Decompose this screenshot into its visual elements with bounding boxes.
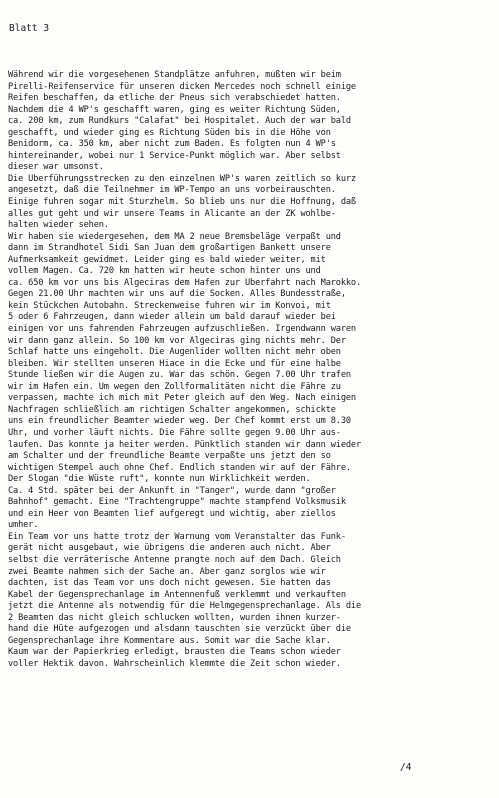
text-line: Gegen 21.00 Uhr machten wir uns auf die Socken. Alles Bundesstraße, [8,289,346,300]
text-line: alles gut geht und wir unsere Teams in Alicante an der ZK wohlbe- [8,208,336,219]
text-line: Uhr, und vorher läuft nichts. Die Fähre sollte gegen 9.00 Uhr aus- [8,427,341,438]
text-line: einigen vor uns fahrenden Fahrzeugen aufzuschließen. Irgendwann waren [8,324,356,335]
text-line: Einige fuhren sogar mit Sturzhelm. So blieb uns nur die Hoffnung, daß [8,197,356,208]
text-line: Der Slogan "die Wüste ruft", konnte nun Wirklichkeit werden. [8,474,311,485]
text-line: laufen. Das konnte ja heiter werden. Pünktlich standen wir dann wieder [8,439,361,450]
text-line: Wir haben sie wiedergesehen, dem MA 2 neue Bremsbeläge verpaßt und [8,231,341,242]
text-line: umher. [8,520,39,531]
text-line: Kabel der Gegensprechanlage im Antennenfuß verklemmt und verkauften [8,589,346,600]
text-line: Stunde ließen wir die Augen zu. War das schön. Gegen 7.00 Uhr trafen [8,370,351,381]
text-line: dieser war umsonst. [8,162,104,173]
text-line: Während wir die vorgesehenen Standplätze anfuhren, mußten wir beim [8,70,341,80]
text-line: wir im Hafen ein. Um wegen den Zollformalitäten nicht die Fähre zu [8,381,341,392]
text-line: Ein Team vor uns hatte trotz der Warnung vom Veranstalter das Funk- [8,531,346,542]
text-line: und ein Heer von Beamten lief aufgeregt und wichtig, aber ziellos [8,508,336,519]
text-line: bleiben. Wir stellten unseren Hiace in die Ecke und für eine halbe [8,358,341,369]
text-line: uns ein freundlicher Beamter wieder weg. Der Chef kommt erst um 8.30 [8,416,351,427]
text-line: hand die Hüte aufgezogen und alsdann tauschten sie verzückt über die [8,624,351,635]
text-line: hintereinander, wobei nur 1 Service-Punkt möglich war. Aber selbst [8,150,341,161]
text-line: wichtigen Stempel auch ohne Chef. Endlich standen wir auf der Fähre. [8,462,351,473]
text-line: Bahnhof" gemacht. Eine "Trachtengruppe" machte stampfend Volksmusik [8,497,346,508]
text-line: 5 oder 6 Fahrzeugen, dann wieder allein um bald darauf wieder bei [8,312,336,323]
text-line: dann im Strandhotel Sidi San Juan dem großartigen Bankett unsere [8,243,331,254]
text-line: zwei Beamte nahmen sich der Sache an. Aber ganz sorglos wie wir [8,566,326,577]
text-line: Aufmerksamkeit gewidmet. Leider ging es bald wieder weiter, mit [8,254,326,265]
text-line: Nachdem die 4 WP's geschafft waren, ging es weiter Richtung Süden, [8,104,341,115]
text-line: Reifen beschaffen, da etliche der Pneus sich verabschiedet hatten. [8,93,341,104]
text-line: selbst die verräterische Antenne prangte noch auf dem Dach. Gleich [8,554,341,565]
text-line: Nachfragen schließlich am richtigen Schalter angekommen, schickte [8,404,336,415]
text-line: Ca. 4 Std. später bei der Ankunft in "Tanger", wurde dann "großer [8,485,336,496]
text-line: jetzt die Antenne als notwendig für die Helmgegensprechanlage. Als die [8,601,361,612]
text-line: gerät nicht ausgebaut, wie übrigens die anderen auch nicht. Aber [8,543,331,554]
text-line: vollem Magen. Ca. 720 km hatten wir heute schon hinter uns und [8,266,321,277]
text-line: halten wieder sehen. [8,220,109,231]
text-line: wir dann ganz allein. So 100 km vor Algeciras ging nichts mehr. Der [8,335,346,346]
sheet-label: Blatt 3 [9,23,50,34]
text-line: dachten, ist das Team vor uns doch nicht gewesen. Sie hatten das [8,578,331,589]
text-line: Gegensprechanlage ihre Kommentare aus. Somit war die Sache klar. [8,635,331,646]
text-line: am Schalter und der freundliche Beamte verpaßte uns jetzt den so [8,451,331,462]
text-line: Kaum war der Papierkrieg erledigt, brausten die Teams schon wieder [8,647,341,658]
text-line: verpassen, machte ich mich mit Peter gleich auf den Weg. Nach einigen [8,393,356,404]
text-line: Pirelli-Reifenservice für unseren dicken Mercedes noch schnell einige [8,81,356,92]
body-text [8,70,494,670]
text-line: geschafft, und wieder ging es Richtung Süden bis in die Höhe von [8,127,331,138]
text-line: angesetzt, daß die Teilnehmer im WP-Tempo an uns vorbeirauschten. [8,185,336,196]
text-line: ca. 650 km vor uns bis Algeciras dem Hafen zur Überfahrt nach Marokko. [8,277,361,288]
text-line: Die Überführungsstrecken zu den einzelnen WP's waren zeitlich so kurz [8,173,356,184]
text-line: ca. 200 km, zum Rundkurs "Calafat" bei Hospitalet. Auch der war bald [8,116,351,127]
text-line: Benidorm, ca. 350 km, aber nicht zum Baden. Es folgten nun 4 WP's [8,139,336,150]
text-line: voller Hektik davon. Wahrscheinlich klemmte die Zeit schon wieder. [8,658,341,669]
text-line: kein Stückchen Autobahn. Streckenweise fuhren wir im Konvoi, mit [8,300,331,311]
text-line: Schlaf hatte uns eingeholt. Die Augenlider wollten nicht mehr oben [8,347,341,358]
text-line: 2 Beamten das nicht gleich schlucken wollten, wurden ihnen kurzer- [8,612,341,623]
page-number: /4 [400,762,412,773]
